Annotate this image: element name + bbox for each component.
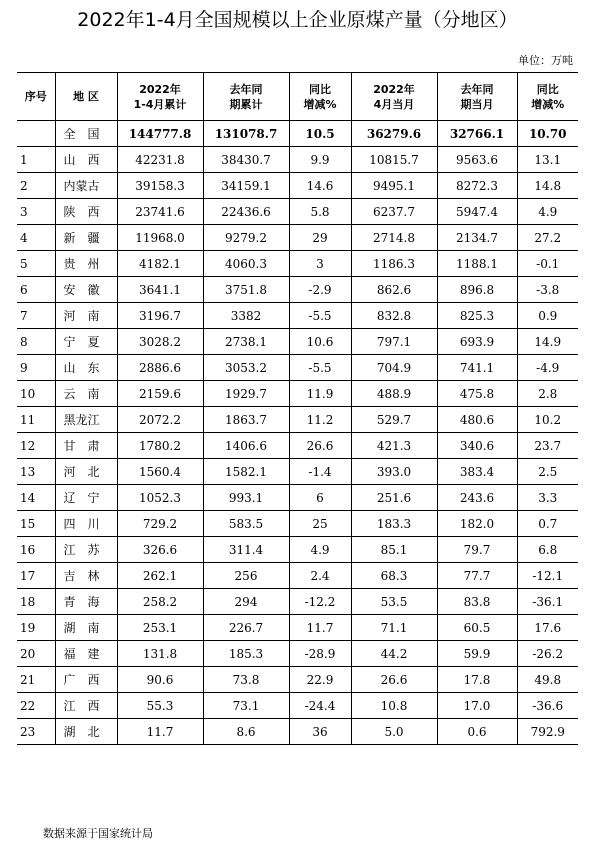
cell-ytd-yoy: 25	[289, 511, 351, 537]
cell-index: 1	[17, 147, 55, 173]
cell-region: 宁 夏	[55, 329, 117, 355]
table-row	[17, 173, 578, 199]
table-row	[17, 381, 578, 407]
header-line: 同比	[536, 82, 559, 96]
cell-ytd-last-year: 256	[203, 563, 289, 589]
cell-ytd-last-year: 311.4	[203, 537, 289, 563]
table-row	[17, 693, 578, 719]
cell-ytd-2022: 262.1	[117, 563, 203, 589]
header-index	[17, 73, 55, 121]
header-line: 同比	[309, 82, 331, 96]
cell-april-last-year: 340.6	[437, 433, 517, 459]
cell-index: 16	[17, 537, 55, 563]
cell-april-2022: 9495.1	[351, 173, 437, 199]
cell-april-last-year: 79.7	[437, 537, 517, 563]
cell-ytd-2022: 3028.2	[117, 329, 203, 355]
table-row	[17, 511, 578, 537]
cell-april-2022: 5.0	[351, 719, 437, 745]
cell-ytd-yoy: 11.9	[289, 381, 351, 407]
cell-index: 5	[17, 251, 55, 277]
cell-ytd-yoy: 10.5	[289, 121, 351, 147]
cell-ytd-last-year: 1863.7	[203, 407, 289, 433]
cell-ytd-last-year: 4060.3	[203, 251, 289, 277]
cell-ytd-yoy: 2.4	[289, 563, 351, 589]
cell-ytd-2022: 3641.1	[117, 277, 203, 303]
cell-ytd-last-year: 3382	[203, 303, 289, 329]
cell-ytd-last-year: 3053.2	[203, 355, 289, 381]
cell-april-2022: 393.0	[351, 459, 437, 485]
cell-april-last-year: 475.8	[437, 381, 517, 407]
header-line: 地 区	[73, 90, 99, 103]
cell-region: 广 西	[55, 667, 117, 693]
cell-april-yoy: 27.2	[517, 225, 578, 251]
cell-ytd-yoy: 36	[289, 719, 351, 745]
cell-ytd-yoy: -5.5	[289, 355, 351, 381]
cell-april-last-year: 32766.1	[437, 121, 517, 147]
cell-ytd-2022: 11.7	[117, 719, 203, 745]
cell-ytd-2022: 326.6	[117, 537, 203, 563]
cell-april-yoy: 6.8	[517, 537, 578, 563]
table-row	[17, 277, 578, 303]
cell-ytd-yoy: -5.5	[289, 303, 351, 329]
cell-ytd-2022: 1052.3	[117, 485, 203, 511]
cell-april-yoy: -12.1	[517, 563, 578, 589]
cell-april-last-year: 693.9	[437, 329, 517, 355]
cell-april-2022: 26.6	[351, 667, 437, 693]
cell-region: 河 北	[55, 459, 117, 485]
cell-region: 四 川	[55, 511, 117, 537]
cell-ytd-2022: 1780.2	[117, 433, 203, 459]
cell-region: 青 海	[55, 589, 117, 615]
cell-april-last-year: 5947.4	[437, 199, 517, 225]
cell-region: 吉 林	[55, 563, 117, 589]
cell-ytd-last-year: 9279.2	[203, 225, 289, 251]
cell-ytd-last-year: 294	[203, 589, 289, 615]
cell-april-last-year: 9563.6	[437, 147, 517, 173]
cell-april-yoy: 0.9	[517, 303, 578, 329]
cell-index	[17, 121, 55, 147]
table-row	[17, 303, 578, 329]
cell-april-yoy: 49.8	[517, 667, 578, 693]
table-row-national	[17, 121, 578, 147]
cell-ytd-2022: 90.6	[117, 667, 203, 693]
cell-index: 3	[17, 199, 55, 225]
cell-region: 江 苏	[55, 537, 117, 563]
cell-region: 福 建	[55, 641, 117, 667]
cell-april-yoy: -0.1	[517, 251, 578, 277]
cell-april-last-year: 8272.3	[437, 173, 517, 199]
cell-ytd-2022: 11968.0	[117, 225, 203, 251]
cell-april-2022: 488.9	[351, 381, 437, 407]
cell-april-last-year: 59.9	[437, 641, 517, 667]
header-line: 去年同	[229, 82, 263, 96]
cell-april-last-year: 741.1	[437, 355, 517, 381]
cell-ytd-yoy: 6	[289, 485, 351, 511]
cell-ytd-2022: 2159.6	[117, 381, 203, 407]
cell-index: 12	[17, 433, 55, 459]
cell-region: 山 西	[55, 147, 117, 173]
cell-april-yoy: 13.1	[517, 147, 578, 173]
cell-region: 甘 肃	[55, 433, 117, 459]
cell-april-yoy: 4.9	[517, 199, 578, 225]
cell-ytd-2022: 729.2	[117, 511, 203, 537]
cell-region: 云 南	[55, 381, 117, 407]
cell-april-yoy: 10.70	[517, 121, 578, 147]
cell-ytd-yoy: 11.2	[289, 407, 351, 433]
cell-ytd-yoy: -12.2	[289, 589, 351, 615]
cell-april-yoy: 10.2	[517, 407, 578, 433]
table-row	[17, 225, 578, 251]
cell-april-last-year: 383.4	[437, 459, 517, 485]
cell-ytd-yoy: 11.7	[289, 615, 351, 641]
cell-ytd-yoy: 3	[289, 251, 351, 277]
cell-region: 辽 宁	[55, 485, 117, 511]
cell-ytd-2022: 4182.1	[117, 251, 203, 277]
header-ytd-yoy	[289, 73, 351, 121]
cell-ytd-yoy: 22.9	[289, 667, 351, 693]
cell-april-2022: 529.7	[351, 407, 437, 433]
header-april-last-year	[437, 73, 517, 121]
table-row	[17, 615, 578, 641]
cell-ytd-yoy: 10.6	[289, 329, 351, 355]
cell-april-last-year: 1188.1	[437, 251, 517, 277]
cell-ytd-last-year: 34159.1	[203, 173, 289, 199]
table-row	[17, 589, 578, 615]
cell-april-2022: 10815.7	[351, 147, 437, 173]
header-line: 期当月	[460, 97, 494, 111]
cell-april-last-year: 2134.7	[437, 225, 517, 251]
table-row	[17, 537, 578, 563]
cell-april-last-year: 182.0	[437, 511, 517, 537]
cell-index: 6	[17, 277, 55, 303]
cell-ytd-2022: 2886.6	[117, 355, 203, 381]
cell-ytd-last-year: 8.6	[203, 719, 289, 745]
cell-region: 安 徽	[55, 277, 117, 303]
cell-april-2022: 10.8	[351, 693, 437, 719]
cell-ytd-yoy: 26.6	[289, 433, 351, 459]
cell-index: 20	[17, 641, 55, 667]
table-row	[17, 355, 578, 381]
cell-ytd-yoy: -28.9	[289, 641, 351, 667]
cell-april-last-year: 17.8	[437, 667, 517, 693]
table-row	[17, 147, 578, 173]
table-row	[17, 667, 578, 693]
table-row	[17, 199, 578, 225]
cell-region: 山 东	[55, 355, 117, 381]
cell-ytd-2022: 2072.2	[117, 407, 203, 433]
cell-april-yoy: 792.9	[517, 719, 578, 745]
header-line: 1-4月累计	[133, 97, 187, 111]
cell-index: 21	[17, 667, 55, 693]
cell-april-yoy: 0.7	[517, 511, 578, 537]
cell-april-yoy: 14.9	[517, 329, 578, 355]
table-row	[17, 407, 578, 433]
cell-index: 22	[17, 693, 55, 719]
cell-april-2022: 44.2	[351, 641, 437, 667]
cell-region: 新 疆	[55, 225, 117, 251]
cell-april-yoy: 23.7	[517, 433, 578, 459]
table-row	[17, 485, 578, 511]
cell-april-2022: 6237.7	[351, 199, 437, 225]
header-line: 期累计	[229, 97, 263, 111]
header-region	[55, 73, 117, 121]
cell-ytd-2022: 39158.3	[117, 173, 203, 199]
cell-ytd-last-year: 993.1	[203, 485, 289, 511]
table-row	[17, 251, 578, 277]
cell-region: 河 南	[55, 303, 117, 329]
cell-april-2022: 36279.6	[351, 121, 437, 147]
cell-index: 2	[17, 173, 55, 199]
cell-ytd-2022: 258.2	[117, 589, 203, 615]
data-source-note: 数据来源于国家统计局	[43, 827, 153, 840]
cell-april-yoy: -36.6	[517, 693, 578, 719]
cell-index: 9	[17, 355, 55, 381]
cell-april-2022: 71.1	[351, 615, 437, 641]
page-title: 2022年1-4月全国规模以上企业原煤产量（分地区）	[77, 9, 518, 31]
cell-april-yoy: -3.8	[517, 277, 578, 303]
header-line: 2022年	[373, 82, 415, 96]
cell-april-last-year: 17.0	[437, 693, 517, 719]
cell-april-yoy: 2.5	[517, 459, 578, 485]
cell-index: 17	[17, 563, 55, 589]
cell-region: 江 西	[55, 693, 117, 719]
header-ytd-2022	[117, 73, 203, 121]
cell-ytd-last-year: 185.3	[203, 641, 289, 667]
cell-ytd-last-year: 226.7	[203, 615, 289, 641]
cell-index: 19	[17, 615, 55, 641]
cell-index: 15	[17, 511, 55, 537]
cell-ytd-2022: 1560.4	[117, 459, 203, 485]
cell-april-yoy: -4.9	[517, 355, 578, 381]
cell-region: 全 国	[55, 121, 117, 147]
cell-ytd-2022: 42231.8	[117, 147, 203, 173]
cell-ytd-last-year: 73.8	[203, 667, 289, 693]
cell-ytd-2022: 131.8	[117, 641, 203, 667]
cell-ytd-last-year: 3751.8	[203, 277, 289, 303]
cell-index: 10	[17, 381, 55, 407]
cell-ytd-2022: 55.3	[117, 693, 203, 719]
table-row	[17, 459, 578, 485]
header-line: 序号	[24, 90, 47, 103]
cell-ytd-2022: 3196.7	[117, 303, 203, 329]
cell-april-2022: 183.3	[351, 511, 437, 537]
cell-index: 14	[17, 485, 55, 511]
cell-ytd-last-year: 22436.6	[203, 199, 289, 225]
cell-april-2022: 797.1	[351, 329, 437, 355]
cell-region: 内蒙古	[55, 173, 117, 199]
cell-april-2022: 251.6	[351, 485, 437, 511]
cell-april-last-year: 77.7	[437, 563, 517, 589]
cell-region: 贵 州	[55, 251, 117, 277]
cell-april-last-year: 83.8	[437, 589, 517, 615]
cell-ytd-2022: 23741.6	[117, 199, 203, 225]
header-line: 增减%	[531, 97, 565, 111]
cell-ytd-last-year: 1406.6	[203, 433, 289, 459]
cell-april-last-year: 480.6	[437, 407, 517, 433]
cell-index: 4	[17, 225, 55, 251]
coal-output-table	[17, 72, 578, 745]
cell-april-last-year: 0.6	[437, 719, 517, 745]
table-row	[17, 329, 578, 355]
cell-april-2022: 68.3	[351, 563, 437, 589]
header-april-yoy	[517, 73, 578, 121]
table-row	[17, 433, 578, 459]
cell-ytd-yoy: 4.9	[289, 537, 351, 563]
cell-april-yoy: 17.6	[517, 615, 578, 641]
cell-april-last-year: 825.3	[437, 303, 517, 329]
cell-ytd-last-year: 1929.7	[203, 381, 289, 407]
cell-ytd-yoy: 29	[289, 225, 351, 251]
cell-ytd-last-year: 583.5	[203, 511, 289, 537]
cell-index: 8	[17, 329, 55, 355]
cell-april-yoy: 14.8	[517, 173, 578, 199]
unit-label: 单位：万吨	[518, 54, 573, 67]
cell-april-2022: 85.1	[351, 537, 437, 563]
cell-region: 陕 西	[55, 199, 117, 225]
cell-ytd-yoy: -2.9	[289, 277, 351, 303]
cell-april-2022: 421.3	[351, 433, 437, 459]
header-line: 4月当月	[373, 97, 415, 111]
cell-index: 23	[17, 719, 55, 745]
cell-april-2022: 862.6	[351, 277, 437, 303]
header-line: 增减%	[303, 97, 337, 111]
cell-ytd-last-year: 131078.7	[203, 121, 289, 147]
header-april-2022	[351, 73, 437, 121]
cell-april-2022: 53.5	[351, 589, 437, 615]
cell-ytd-yoy: -1.4	[289, 459, 351, 485]
cell-april-yoy: -36.1	[517, 589, 578, 615]
cell-april-2022: 1186.3	[351, 251, 437, 277]
header-ytd-last-year	[203, 73, 289, 121]
cell-index: 13	[17, 459, 55, 485]
header-line: 2022年	[139, 82, 181, 96]
cell-april-2022: 832.8	[351, 303, 437, 329]
cell-ytd-2022: 144777.8	[117, 121, 203, 147]
cell-ytd-last-year: 38430.7	[203, 147, 289, 173]
header-line: 去年同	[460, 82, 494, 96]
cell-april-2022: 2714.8	[351, 225, 437, 251]
cell-index: 18	[17, 589, 55, 615]
cell-april-yoy: 2.8	[517, 381, 578, 407]
cell-index: 11	[17, 407, 55, 433]
cell-region: 湖 北	[55, 719, 117, 745]
table-header-row	[17, 73, 578, 121]
cell-ytd-last-year: 73.1	[203, 693, 289, 719]
table-body	[17, 121, 578, 745]
cell-april-2022: 704.9	[351, 355, 437, 381]
cell-ytd-last-year: 2738.1	[203, 329, 289, 355]
cell-april-last-year: 60.5	[437, 615, 517, 641]
table-row	[17, 641, 578, 667]
cell-ytd-yoy: 5.8	[289, 199, 351, 225]
table-row	[17, 719, 578, 745]
cell-april-last-year: 896.8	[437, 277, 517, 303]
cell-april-last-year: 243.6	[437, 485, 517, 511]
cell-region: 湖 南	[55, 615, 117, 641]
cell-ytd-2022: 253.1	[117, 615, 203, 641]
cell-region: 黑龙江	[55, 407, 117, 433]
cell-ytd-last-year: 1582.1	[203, 459, 289, 485]
cell-ytd-yoy: 14.6	[289, 173, 351, 199]
cell-april-yoy: 3.3	[517, 485, 578, 511]
cell-ytd-yoy: -24.4	[289, 693, 351, 719]
table-row	[17, 563, 578, 589]
cell-april-yoy: -26.2	[517, 641, 578, 667]
cell-ytd-yoy: 9.9	[289, 147, 351, 173]
cell-index: 7	[17, 303, 55, 329]
